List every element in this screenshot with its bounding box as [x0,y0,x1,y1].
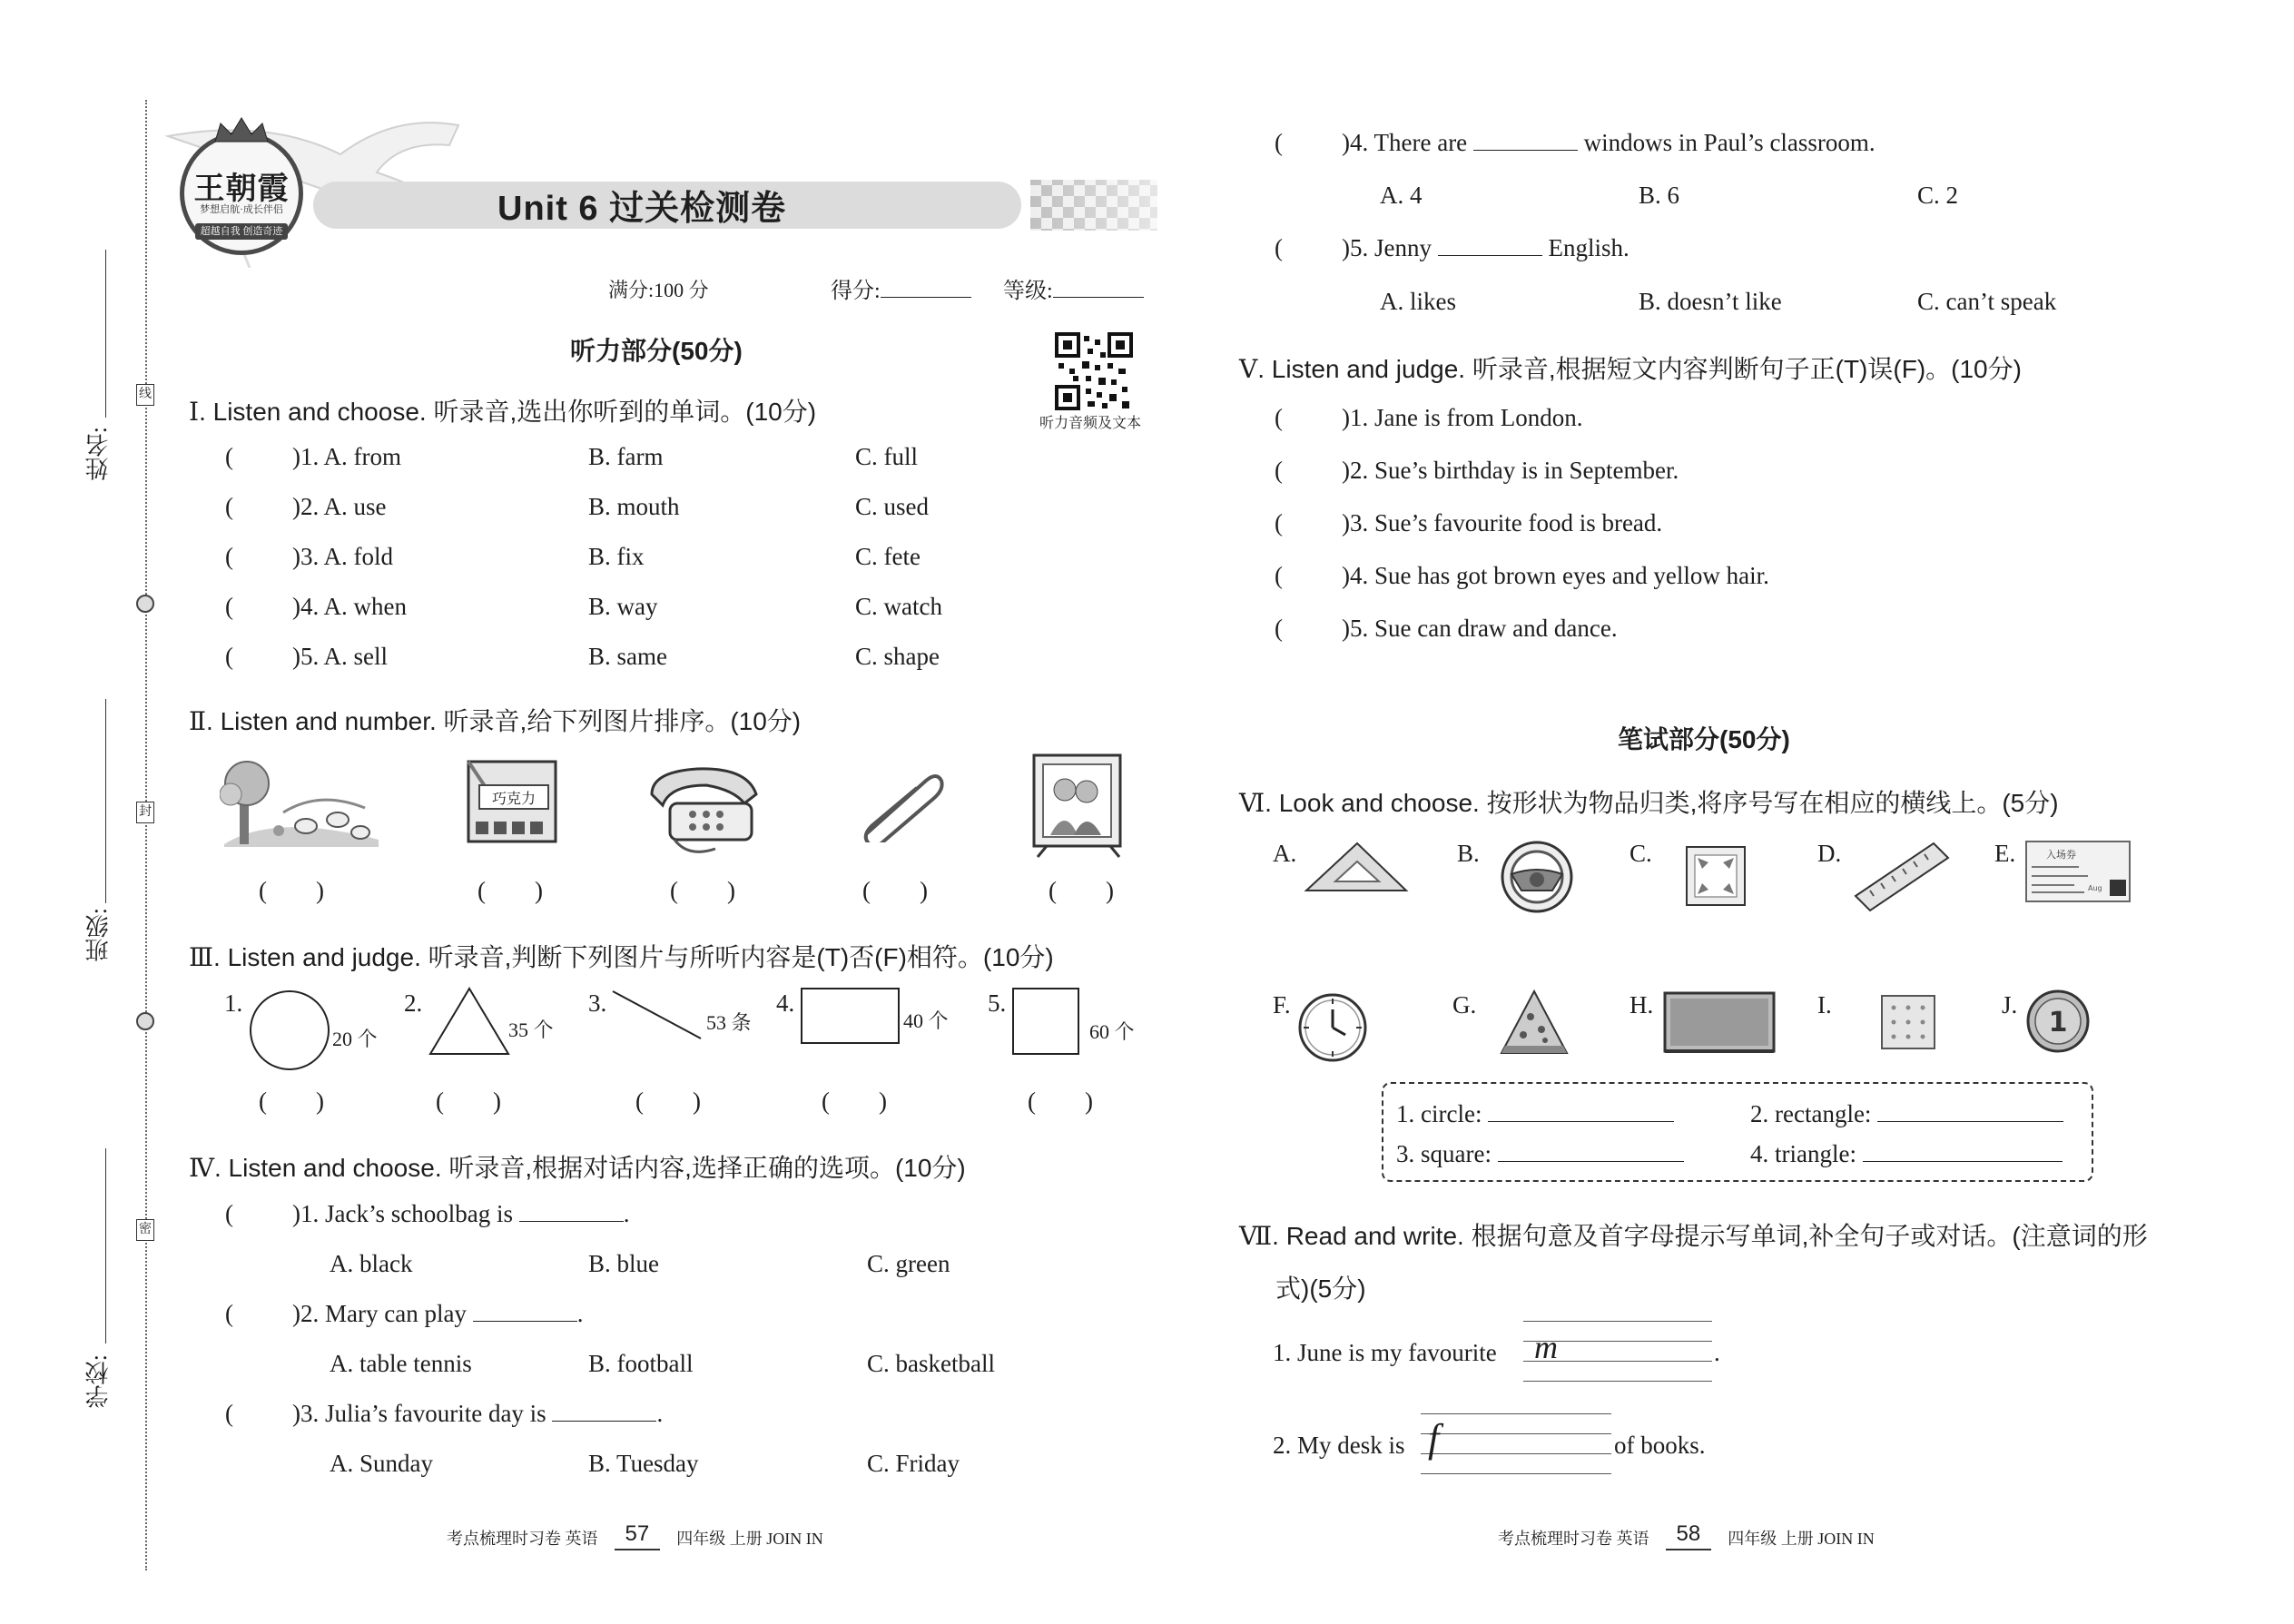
page-number: 57 [615,1521,661,1550]
qr-caption: 听力音频及文本 [1039,416,1142,431]
steering-wheel-picture [1498,840,1576,914]
park-scene-picture [220,758,383,849]
rectangle-shape [801,988,900,1044]
s4-q2-a: A. table tennis [330,1350,472,1377]
ticket-date: Aug [2088,884,2102,892]
answer-square[interactable]: 3. square: [1396,1140,1684,1168]
page-title: Unit 6 过关检测卷 [497,190,787,228]
qr-code-icon[interactable] [1055,332,1133,410]
s6-letter-e: E. [1994,840,2016,867]
s6-letter-i: I. [1817,991,1832,1019]
answer-paren[interactable]: ( ) [670,877,735,904]
listening-section-title: 听力部分(50分) [570,337,743,365]
napkin-picture [1879,993,1937,1051]
set-square-picture [1303,840,1410,894]
s6-letter-g: G. [1452,991,1477,1019]
s7-item-1-hint-letter: m [1534,1329,1558,1365]
s3-num-5: 5. [988,989,1007,1017]
s5-item-5: )5. Sue can draw and dance. [1342,615,1618,642]
s1-item-5-c: C. shape [855,643,940,670]
s3-label-5: 60 个 [1089,1020,1135,1043]
answer-paren[interactable]: ( ) [635,1088,701,1115]
s7-item-2-hint-letter: f [1428,1416,1440,1461]
s3-num-1: 1. [224,989,243,1017]
s1-item-1-b: B. farm [588,443,664,470]
s6-letter-c: C. [1629,840,1652,867]
s4-q4-c: C. 2 [1917,182,1959,209]
telephone-picture [643,758,765,858]
s7-item-2-writing-lines[interactable] [1421,1413,1611,1472]
s5-item-2: )2. Sue’s birthday is in September. [1342,457,1679,484]
footer-right: 考点梳理时习卷 英语 58 四年级 上册 JOIN IN [1498,1525,1875,1554]
s4-q5-b: B. doesn’t like [1639,288,1782,315]
s1-item-4-b: B. way [588,593,658,620]
brand-ribbon: 超越自我 创造奇迹 [195,223,288,240]
grade-field: 等级: [1003,272,1144,304]
section-3-title: Ⅲ. Listen and judge. 听录音,判断下列图片与所听内容是(T)否(F)相符。(10分) [189,943,1054,972]
s6-letter-a: A. [1273,840,1297,867]
coin-picture [2024,988,2092,1055]
page-number: 58 [1666,1521,1712,1550]
s4-q1-a: A. black [330,1250,413,1277]
s5-item-4: )4. Sue has got brown eyes and yellow hair. [1342,562,1769,589]
photo-frame-picture [1029,752,1128,859]
s1-item-1-c: C. full [855,443,919,470]
square-tile-picture [1684,844,1748,908]
section-7-title-cont: 式)(5分) [1275,1275,1366,1303]
seal-mark-mi: 密 [136,1219,154,1241]
s4-q5: )5. Jenny English. [1342,234,1629,261]
square-shape [1012,988,1079,1055]
s3-label-2: 35 个 [508,1019,554,1041]
chocolate-label: 巧克力 [491,790,537,807]
s4-q4-b: B. 6 [1639,182,1680,209]
section-6-title: Ⅵ. Look and choose. 按形状为物品归类,将序号写在相应的横线上。(5分) [1239,789,2059,818]
chocolate-box-picture [465,758,563,851]
answer-rectangle[interactable]: 2. rectangle: [1750,1100,2063,1128]
full-score: 满分:100 分 [608,279,709,301]
section-7-title: Ⅶ. Read and write. 根据句意及首字母提示写单词,补全句子或对话。(注意词的形 [1239,1222,2148,1251]
s4-q4: )4. There are windows in Paul’s classroom. [1342,129,1876,156]
s4-q5-a: A. likes [1380,288,1456,315]
s4-q3-b: B. Tuesday [588,1450,699,1477]
binding-hole [136,1012,154,1030]
s7-item-1-writing-lines[interactable] [1523,1321,1712,1380]
s7-item-1-post: . [1714,1339,1720,1366]
s1-item-3-b: B. fix [588,543,645,570]
s6-letter-d: D. [1817,840,1842,867]
s1-item-5-a: )5. A. sell [292,643,388,670]
s4-q3-a: A. Sunday [330,1450,433,1477]
coin-text: 1 [2048,1007,2068,1038]
s4-q5-c: C. can’t speak [1917,288,2057,315]
answer-paren[interactable]: ( ) [259,877,324,904]
section-5-title: Ⅴ. Listen and judge. 听录音,根据短文内容判断句子正(T)误(F)。(10分) [1239,355,2022,384]
school-line [105,1148,106,1343]
pizza-slice-picture [1498,988,1570,1057]
s4-q2: )2. Mary can play . [292,1300,584,1327]
section-2-title: Ⅱ. Listen and number. 听录音,给下列图片排序。(10分) [189,707,802,736]
s3-label-1: 20 个 [332,1028,378,1050]
seal-mark-xian: 线 [136,384,154,406]
section-4-title: Ⅳ. Listen and choose. 听录音,根据对话内容,选择正确的选项。(10分) [189,1154,966,1183]
answer-paren[interactable]: ( ) [478,877,543,904]
s1-item-3-c: C. fete [855,543,921,570]
binding-hole [136,595,154,613]
s6-letter-f: F. [1273,991,1291,1019]
answer-paren[interactable]: ( ) [436,1088,501,1115]
school-label: 学校: [85,1354,112,1409]
answer-paren[interactable]: ( ) [1028,1088,1093,1115]
s7-item-2-post: of books. [1614,1432,1706,1459]
s3-num-4: 4. [776,989,795,1017]
section-1-title: Ⅰ. Listen and choose. 听录音,选出你听到的单词。(10分) [189,398,817,427]
triangle-shape [427,985,512,1058]
line-shape [610,988,705,1042]
footer-left: 考点梳理时习卷 英语 57 四年级 上册 JOIN IN [447,1525,823,1554]
s6-letter-j: J. [2002,991,2018,1019]
brand-name: 王朝霞 [193,172,290,206]
s1-item-4-c: C. watch [855,593,942,620]
writing-section-title: 笔试部分(50分) [1618,725,1790,753]
answer-triangle[interactable]: 4. triangle: [1750,1140,2063,1168]
s4-q3-c: C. Friday [867,1450,960,1477]
s1-item-2-b: B. mouth [588,493,680,520]
answer-paren[interactable]: ( ) [862,877,928,904]
name-line [105,250,106,418]
s6-letter-h: H. [1629,991,1654,1019]
s4-q2-c: C. basketball [867,1350,995,1377]
crown-icon [213,116,270,143]
s5-item-3: )3. Sue’s favourite food is bread. [1342,509,1663,536]
s1-item-5-b: B. same [588,643,667,670]
s7-item-1-pre: 1. June is my favourite [1273,1339,1497,1366]
s3-num-2: 2. [404,989,423,1017]
s3-num-3: 3. [588,989,607,1017]
name-label: 姓名: [85,427,112,481]
s1-item-1-a: )1. A. from [292,443,401,470]
circle-shape [247,988,332,1073]
brand-logo [180,132,303,255]
class-line [105,699,106,903]
answer-paren[interactable]: ( ) [1049,877,1114,904]
ruler-picture [1852,840,1952,912]
paper-clip-picture [853,770,944,842]
class-label: 班级: [85,908,112,962]
s6-letter-b: B. [1457,840,1480,867]
s4-q4-a: A. 4 [1380,182,1423,209]
score-field: 得分: [831,272,971,304]
s1-item-4-a: )4. A. when [292,593,407,620]
s4-q2-b: B. football [588,1350,694,1377]
s3-label-4: 40 个 [903,1009,949,1032]
s1-item-2-c: C. used [855,493,929,520]
seal-mark-feng: 封 [136,802,154,823]
ticket-picture [2024,840,2132,903]
answer-paren[interactable]: ( ) [259,1088,324,1115]
s4-q1-c: C. green [867,1250,950,1277]
answer-circle[interactable]: 1. circle: [1396,1100,1674,1128]
brand-tagline: 梦想启航·成长伴侣 [200,204,283,215]
s5-item-1: )1. Jane is from London. [1342,404,1583,431]
blackboard-picture [1661,989,1777,1055]
binding-dotted-line [145,100,147,1570]
s3-label-3: 53 条 [706,1011,752,1034]
s4-q3: )3. Julia’s favourite day is . [292,1400,664,1427]
s1-item-2-a: )2. A. use [292,493,387,520]
s4-q1-b: B. blue [588,1250,659,1277]
s7-item-2-pre: 2. My desk is [1273,1432,1405,1459]
ticket-text: 入场券 [2046,849,2076,861]
s1-item-3-a: )3. A. fold [292,543,393,570]
answer-paren[interactable]: ( ) [822,1088,887,1115]
clock-picture [1296,991,1369,1064]
s4-q1: )1. Jack’s schoolbag is . [292,1200,630,1227]
